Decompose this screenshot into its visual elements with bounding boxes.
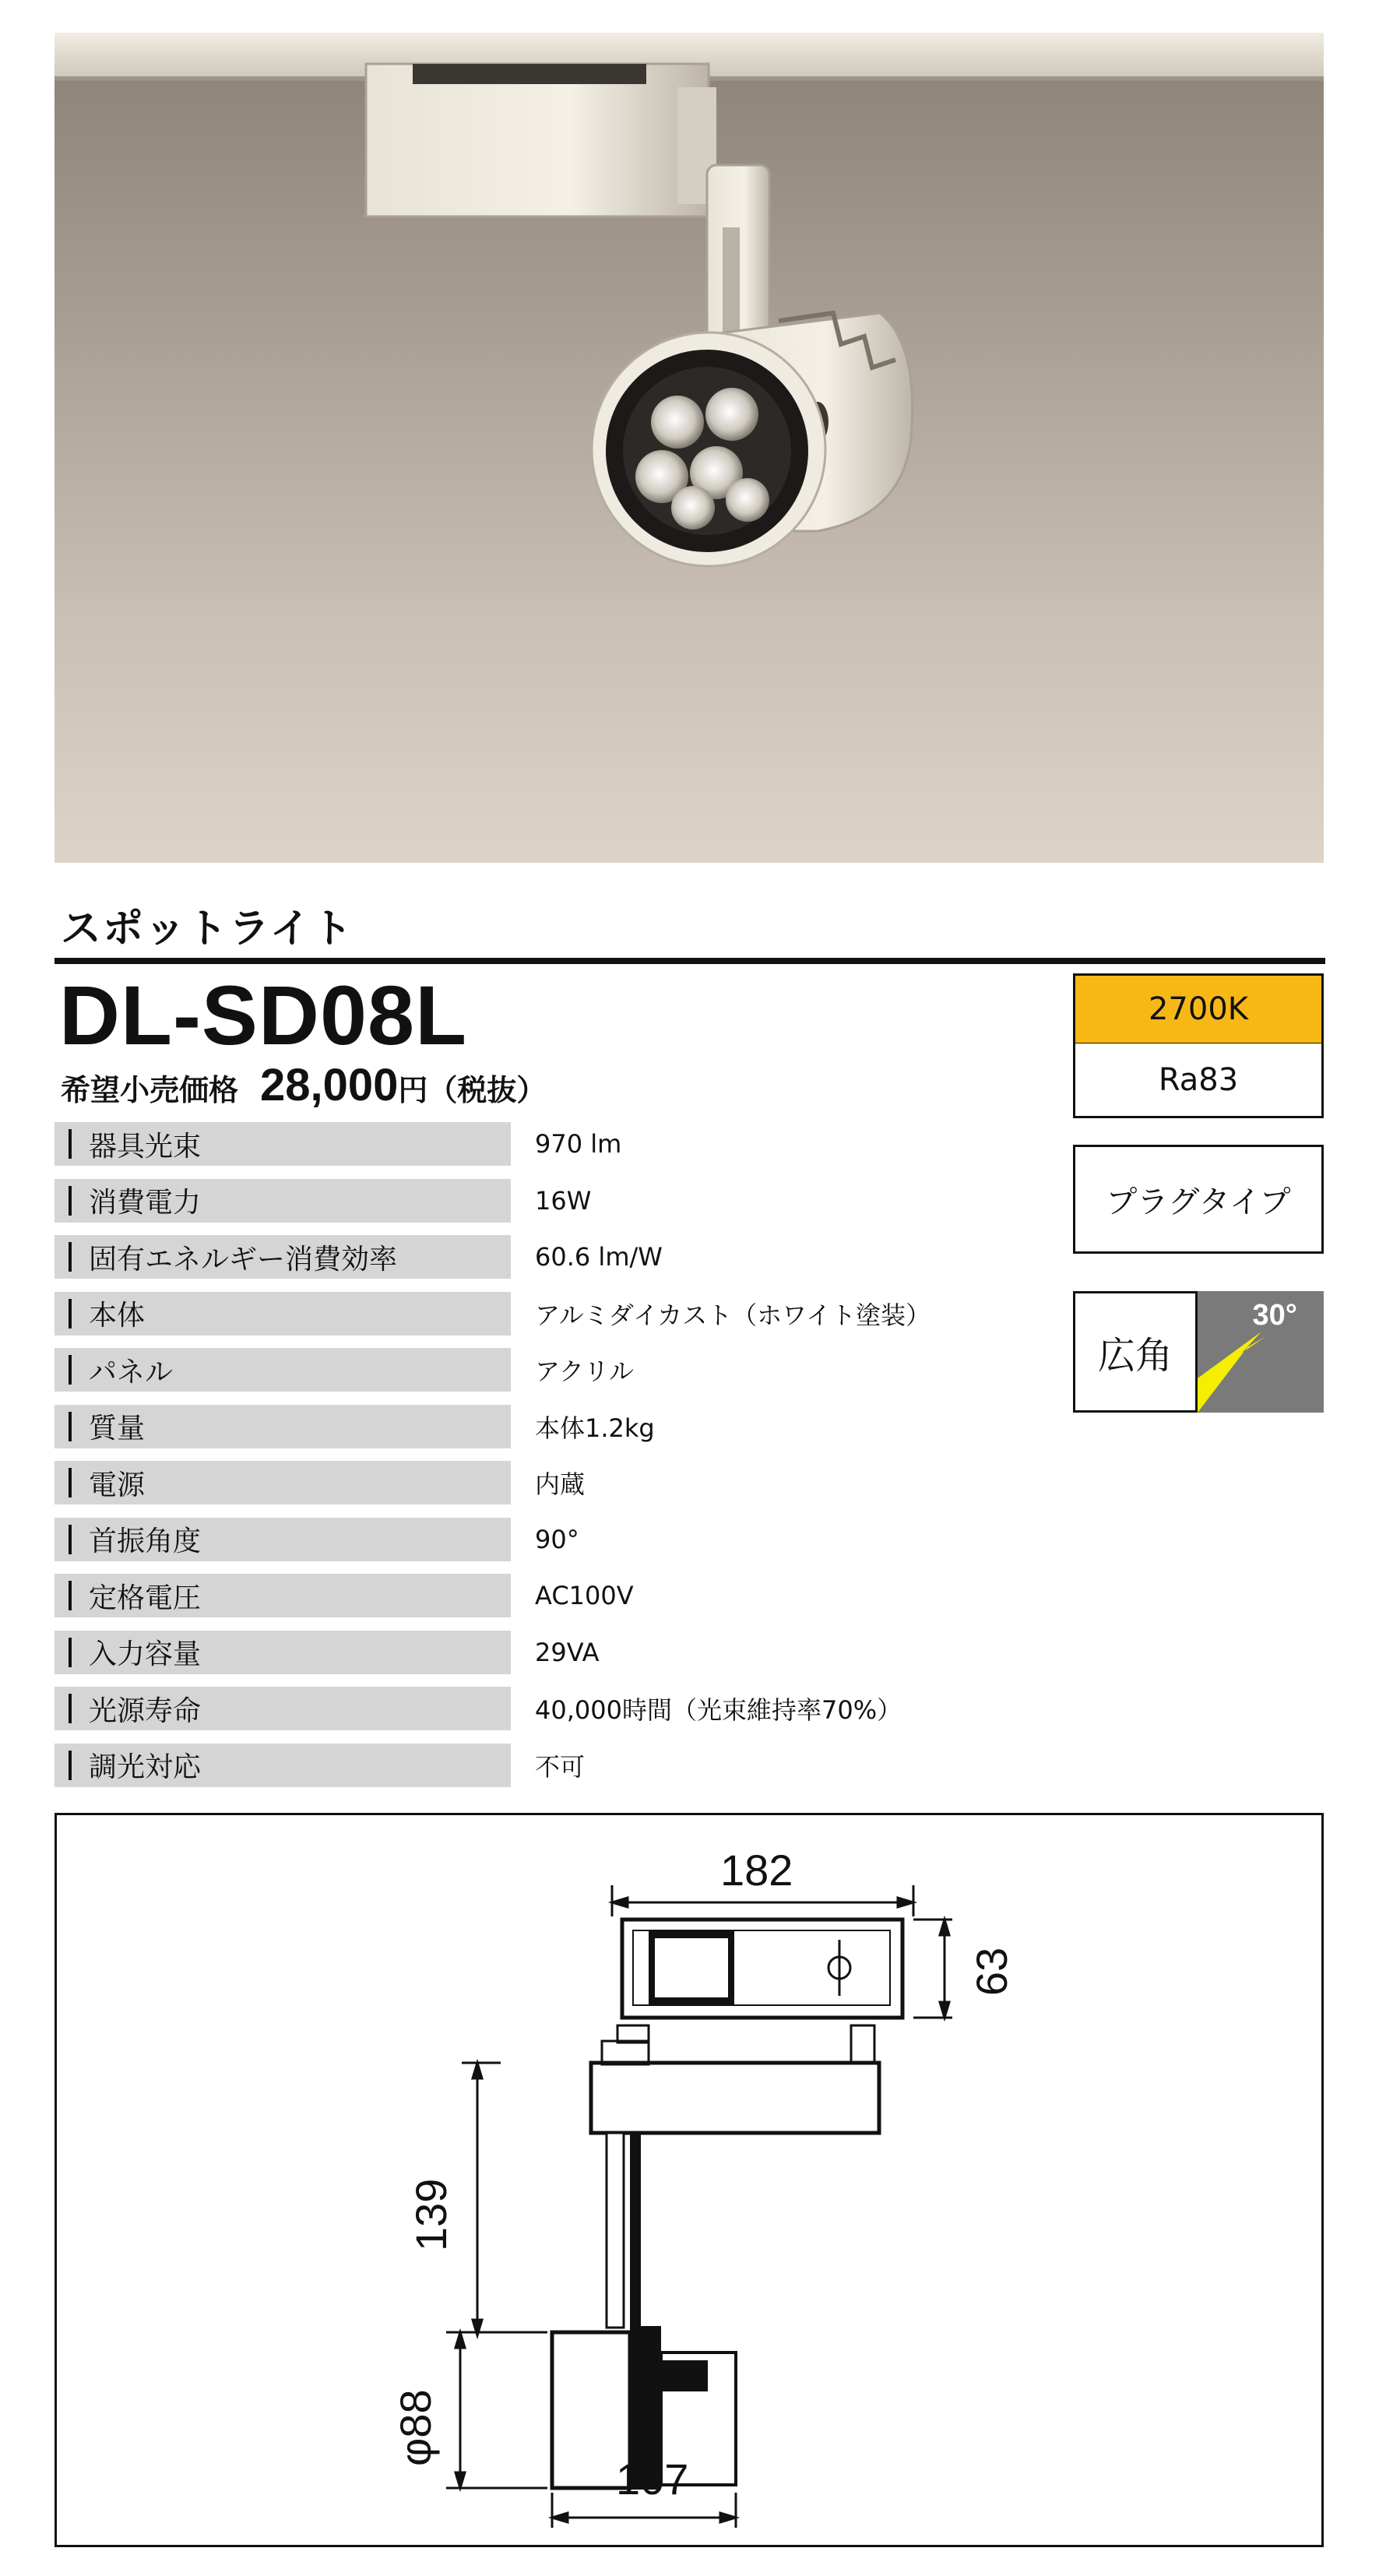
spec-label-text: 調光対応 xyxy=(89,1751,202,1783)
product-category: スポットライト xyxy=(61,906,354,952)
spec-label-text: 固有エネルギー消費効率 xyxy=(89,1243,398,1276)
price-suffix: 円（税抜） xyxy=(398,1073,547,1107)
dim-top-width: 182 xyxy=(720,1846,793,1895)
spec-table xyxy=(55,1121,931,1798)
spec-label-text: 消費電力 xyxy=(89,1187,202,1219)
spec-label-text: パネル xyxy=(89,1356,174,1388)
spec-value: 60.6 lm/W xyxy=(535,1242,663,1272)
spec-label-text: 首振角度 xyxy=(89,1526,202,1557)
spotlight-illustration xyxy=(55,33,1324,863)
spec-value: AC100V xyxy=(535,1581,634,1610)
spec-label xyxy=(55,1235,511,1279)
dim-head-depth: 107 xyxy=(616,2455,689,2504)
spec-label xyxy=(55,1631,511,1674)
spec-value: 90° xyxy=(535,1524,579,1554)
spec-label xyxy=(55,1179,511,1223)
spec-value: 内蔵 xyxy=(535,1469,586,1499)
spec-label xyxy=(55,1744,511,1787)
spec-row xyxy=(55,1685,902,1742)
spec-value: アクリル xyxy=(535,1357,635,1386)
product-photo xyxy=(55,33,1324,863)
spec-label-bar xyxy=(69,1242,72,1272)
spec-label-bar xyxy=(69,1694,72,1723)
spec-label xyxy=(55,1518,511,1561)
dimension-drawing xyxy=(55,1813,1324,2547)
spec-label-bar xyxy=(69,1581,72,1610)
spec-label-text: 質量 xyxy=(89,1413,146,1445)
spec-value: 本体1.2kg xyxy=(535,1413,655,1443)
spec-row xyxy=(55,1629,895,1686)
spec-label-bar xyxy=(69,1468,72,1497)
spec-label-text: 入力容量 xyxy=(89,1638,202,1670)
ra-badge: Ra83 xyxy=(1073,1043,1324,1118)
rail-adapter xyxy=(366,64,709,216)
price-label: 希望小売価格 xyxy=(61,1073,239,1107)
spec-label xyxy=(55,1292,511,1336)
spec-row xyxy=(55,1572,895,1629)
spec-label xyxy=(55,1574,511,1617)
spec-value: 40,000時間（光束維持率70%） xyxy=(535,1695,902,1725)
spec-label-text: 器具光束 xyxy=(89,1130,202,1163)
spec-row xyxy=(55,1121,895,1177)
spec-label-bar xyxy=(69,1186,72,1216)
spec-label-text: 電源 xyxy=(89,1469,146,1501)
spec-row xyxy=(55,1233,895,1290)
spec-label-text: 本体 xyxy=(89,1300,146,1332)
side-view xyxy=(446,2025,879,2528)
spec-row xyxy=(55,1459,895,1516)
beam-angle-value: 30° xyxy=(1252,1299,1297,1332)
spec-label xyxy=(55,1687,511,1730)
color-temperature-badge: 2700K xyxy=(1073,973,1324,1045)
price-row xyxy=(61,1059,546,1111)
spec-label xyxy=(55,1461,511,1504)
spec-label-bar xyxy=(69,1129,72,1159)
spec-row xyxy=(55,1177,895,1234)
beam-type-badge: 広角 xyxy=(1073,1291,1198,1413)
dim-top-height: 63 xyxy=(967,1947,1016,1996)
dimension-lines xyxy=(57,1815,1321,2545)
spec-row xyxy=(55,1516,895,1573)
plug-type-badge: プラグタイプ xyxy=(1073,1145,1324,1254)
spec-label-bar xyxy=(69,1525,72,1554)
spec-row xyxy=(55,1403,895,1460)
spec-label-text: 光源寿命 xyxy=(89,1694,202,1727)
spec-label-bar xyxy=(69,1355,72,1385)
price-value: 28,000 xyxy=(260,1060,399,1110)
beam-angle-badge xyxy=(1198,1291,1324,1413)
dim-side-height: 139 xyxy=(406,2178,456,2251)
header-rule xyxy=(55,958,1325,964)
spec-label-text: 定格電圧 xyxy=(89,1582,202,1614)
dim-head-diameter: φ88 xyxy=(391,2389,440,2466)
spec-row xyxy=(55,1290,931,1347)
spec-value: 不可 xyxy=(535,1751,586,1782)
spec-label-bar xyxy=(69,1412,72,1441)
model-number: DL-SD08L xyxy=(59,968,468,1062)
spec-value: 970 lm xyxy=(535,1129,622,1159)
spec-label-bar xyxy=(69,1751,72,1780)
spec-value: アルミダイカスト（ホワイト塗装） xyxy=(535,1300,931,1330)
spec-label xyxy=(55,1348,511,1392)
spec-label xyxy=(55,1122,511,1166)
top-view xyxy=(612,1885,952,2018)
spec-row xyxy=(55,1346,895,1403)
spec-label-bar xyxy=(69,1638,72,1667)
spec-value: 29VA xyxy=(535,1637,600,1667)
spec-value: 16W xyxy=(535,1185,592,1216)
spec-row xyxy=(55,1742,895,1799)
spec-label xyxy=(55,1405,511,1448)
spec-label-bar xyxy=(69,1299,72,1328)
